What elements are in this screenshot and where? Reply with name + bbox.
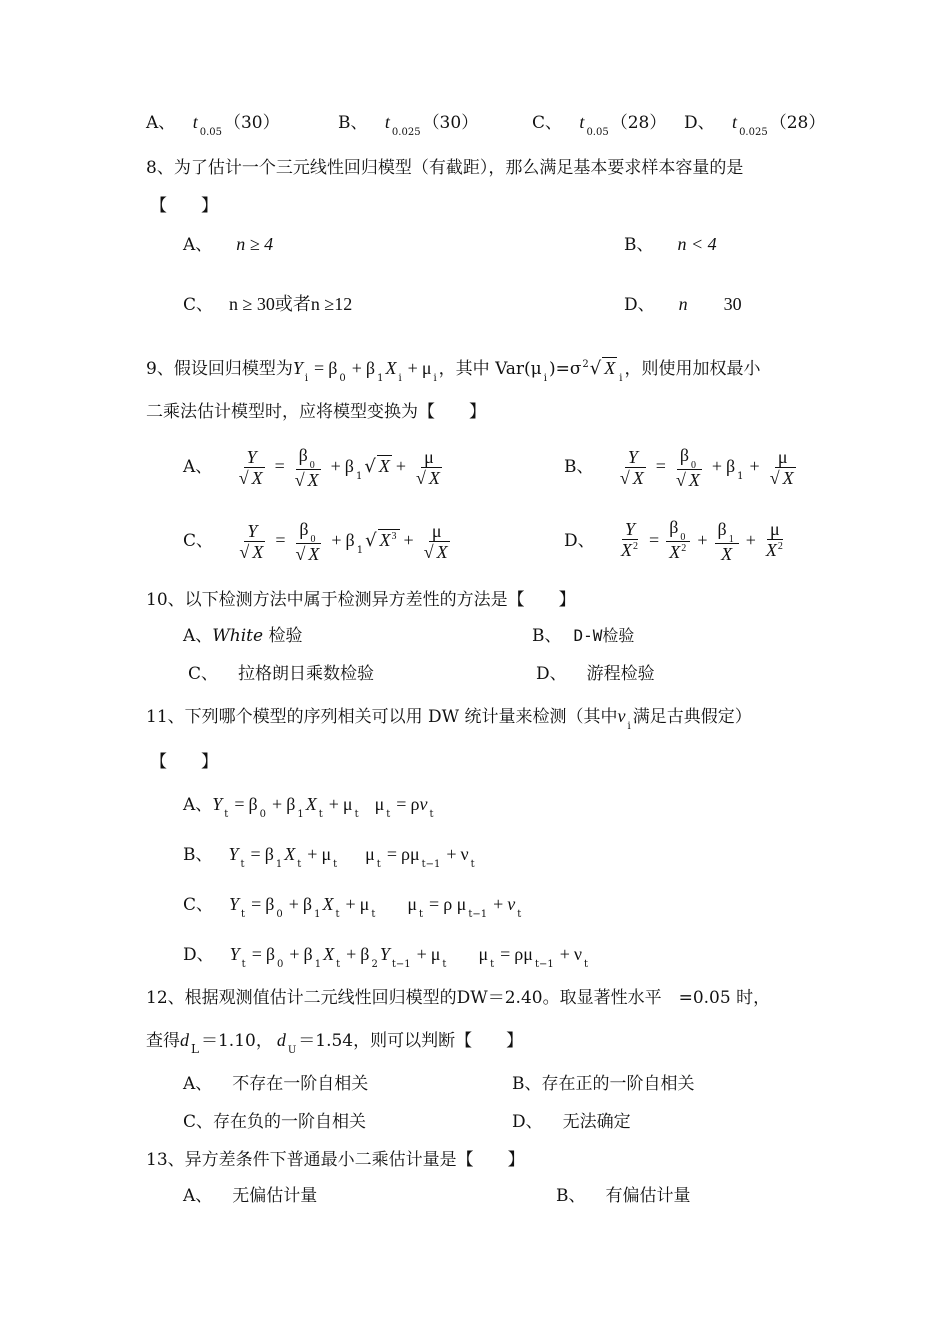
q10-text: 10、以下检测方法中属于检测异方差性的方法是【 】 — [146, 590, 576, 610]
q9-line2: 二乘法估计模型时，应将模型变换为【 】 — [146, 402, 486, 422]
q8-option-d: D、 n 30 — [624, 294, 742, 315]
q11-option-b: B、 $Y_t= \beta_1X_t+ \mu_t\mu_t= \rho\mu_{t-1}+ \nu_t$ — [183, 844, 475, 870]
q11-option-d: D、 $Y_t= \beta_0+ \beta_1X_t+ \beta_2Y_{t-1}+ \mu_t\mu_t= \rho\mu_{t-1}+ \nu_t$ — [183, 944, 589, 970]
q9-option-c: C、 $\frac{Y}{√ X}$ = $\frac{\beta_0}{√ X}$ + $\beta_1$ √ $X^3$ + $\frac{\mu}{√ X}$ — [183, 519, 448, 564]
q11-bracket: 【 】 — [150, 752, 218, 772]
q10-option-b: B、 D-W检验 — [532, 626, 635, 646]
q12-option-d: D、 无法确定 — [512, 1112, 631, 1132]
q10-option-d: D、 游程检验 — [536, 664, 655, 684]
q10-option-a: A、White 检验 — [183, 626, 303, 646]
q7-option-b: B、 $t_{0.025}$ （30） — [338, 112, 479, 138]
q8-option-a: A、 n ≥ 4 — [183, 234, 274, 255]
q7-option-c: C、 $t_{0.05}$ （28） — [532, 112, 667, 138]
q12-option-b: B、存在正的一阶自相关 — [512, 1074, 695, 1094]
q11-option-c: C、 $Y_t= \beta_0+ \beta_1X_t+ \mu_t\mu_t= \rho$ $\mu_{t-1}+ v_t$ — [183, 894, 522, 920]
q12-text: 12、根据观测值估计二元线性回归模型的DW＝2.40。取显著性水平 =0.05 时， — [146, 988, 771, 1008]
q12-line2: 查得d $_L$ ＝1.10， $d_U =1.54$，则可以判断【 】 — [146, 1030, 524, 1056]
q13-text: 13、异方差条件下普通最小二乘估计量是【 】 — [146, 1150, 525, 1170]
q11-text: 11、下列哪个模型的序列相关可以用 DW 统计量来检测（其中$v_i$ 满足古典假定） — [146, 706, 752, 732]
q13-option-b: B、 有偏估计量 — [556, 1186, 691, 1206]
q12-option-c: C、存在负的一阶自相关 — [183, 1112, 367, 1132]
q7-option-a: A、 $t_{0.05}$ （30） — [146, 112, 280, 138]
q8-option-c: C、 n ≥ 30或者n ≥12 — [183, 294, 353, 315]
q9-option-a: A、 $\frac{Y}{√ X}$ = $\frac{\beta_0}{√ X}$ + $\beta_1$ √ X + $\frac{\mu}{√ X}$ — [183, 445, 440, 490]
q9-option-b: B、 $\frac{Y}{√ X}$ = $\frac{\beta_0}{√ X}$ + $\beta_1+$ $\frac{\mu}{√ X}$ — [564, 445, 794, 490]
q8-bracket: 【 】 — [150, 196, 218, 216]
q9-text: 9、假设回归模型为$Y_i= \beta_0+ \beta_1X_i+ \mu_i$ ，其中 Var(μ $_i$ )$=\sigma^2√$ $X_i$ ，则使用加权最小 — [146, 358, 761, 384]
q9-option-d: D、 $\frac{Y}{X^2}$ = $\frac{\beta_0}{X^2}$ + $\frac{\beta_1}{X}$ + $\frac{\mu}{X^2}$ — [564, 517, 783, 564]
q12-option-a: A、 不存在一阶自相关 — [183, 1074, 369, 1094]
q13-option-a: A、 无偏估计量 — [183, 1186, 318, 1206]
q7-option-d: D、 $t_{0.025}$ （28） — [684, 112, 826, 138]
q8-option-b: B、 n < 4 — [624, 234, 717, 255]
q10-option-c: C、 拉格朗日乘数检验 — [188, 664, 375, 684]
q8-text: 8、为了估计一个三元线性回归模型（有截距），那么满足基本要求样本容量的是 — [146, 158, 744, 178]
q11-option-a: A、$Y_t= \beta_0+ \beta_1X_t+ \mu_t\mu_t= \rho v_t$ — [183, 794, 434, 820]
